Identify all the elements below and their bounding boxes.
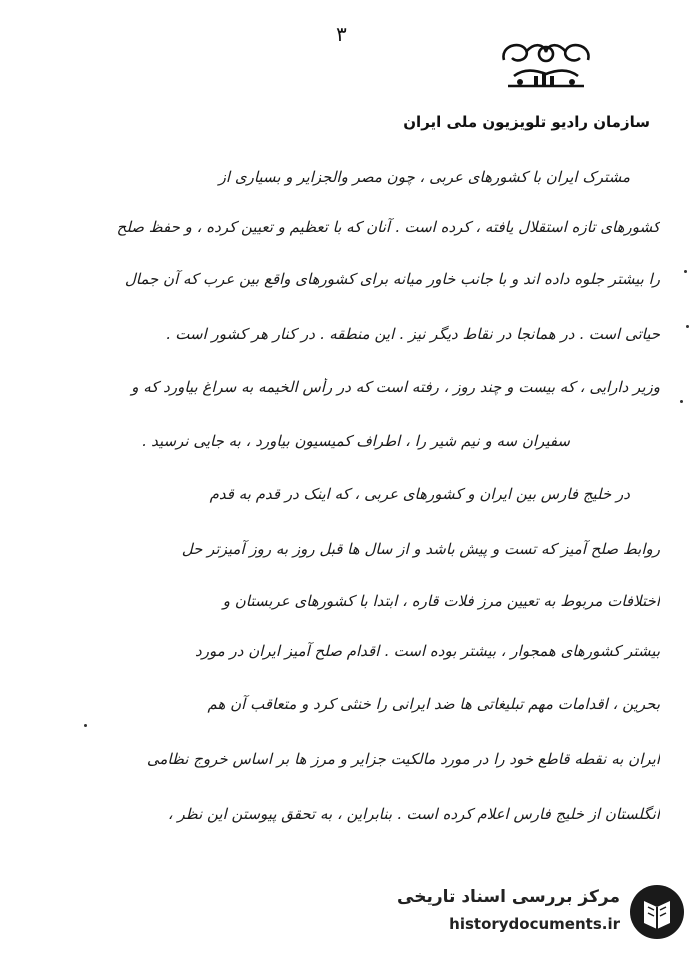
text-line: در خلیج فارس بین ایران و کشورهای عربی ، که اینک در قدم به قدم [209, 485, 630, 503]
scan-speck [84, 724, 87, 727]
page-number: ۳ [336, 22, 347, 46]
watermark-title: مرکز بررسی اسناد تاریخی [397, 887, 620, 907]
organization-header: سازمان رادیو تلویزیون ملی ایران [403, 113, 650, 131]
text-line: را بیشتر جلوه داده اند و با جانب خاور میانه برای کشورهای واقع بین عرب که آن جمال [124, 270, 660, 288]
emblem-logo [496, 38, 596, 94]
archive-watermark [396, 881, 686, 945]
text-line: حیاتی است . در همانجا در نقاط دیگر نیز . این منطقه . در کنار هر کشور است . [165, 325, 660, 343]
watermark-url: historydocuments.ir [449, 915, 620, 933]
text-line: سفیران سه و نیم شیر را ، اطراف کمیسیون بیاورد ، به جایی نرسید . [141, 432, 570, 450]
scan-speck [684, 270, 687, 273]
text-line: اختلافات مربوط به تعیین مرز فلات قاره ، ابتدا با کشورهای عربستان و [222, 592, 660, 610]
text-line: انگلستان از خلیج فارس اعلام کرده است . بنابراین ، به تحقق پیوستن این نظر ، [167, 805, 660, 823]
text-line: روابط صلح آمیز که تست و پیش باشد و از سال ها قبل روز به روز آمیزتر حل [181, 540, 660, 558]
scan-speck [686, 325, 689, 328]
text-line: بحرین ، اقدامات مهم تبلیغاتی ها ضد ایرانی را خنثی کرد و متعاقب آن هم [207, 695, 660, 713]
text-line: مشترک ایران با کشورهای عربی ، چون مصر والجزایر و بسیاری از [218, 168, 630, 186]
archive-book-icon [628, 883, 686, 941]
text-line: ایران به نقطه قاطع خود را در مورد مالکیت جزایر و مرز ها بر اساس خروج نظامی [146, 750, 660, 768]
scan-speck [680, 400, 683, 403]
text-line: وزیر دارایی ، که بیست و چند روز ، رفته است که در رأس الخیمه به سراغ بیاورد که و [131, 378, 660, 396]
text-line: بیشتر کشورهای همجوار ، بیشتر بوده است . اقدام صلح آمیز ایران در مورد [195, 642, 660, 660]
text-line: کشورهای تازه استقلال یافته ، کرده است . آنان که با تعظیم و تعیین کرده ، و حفظ صلح [116, 218, 660, 236]
